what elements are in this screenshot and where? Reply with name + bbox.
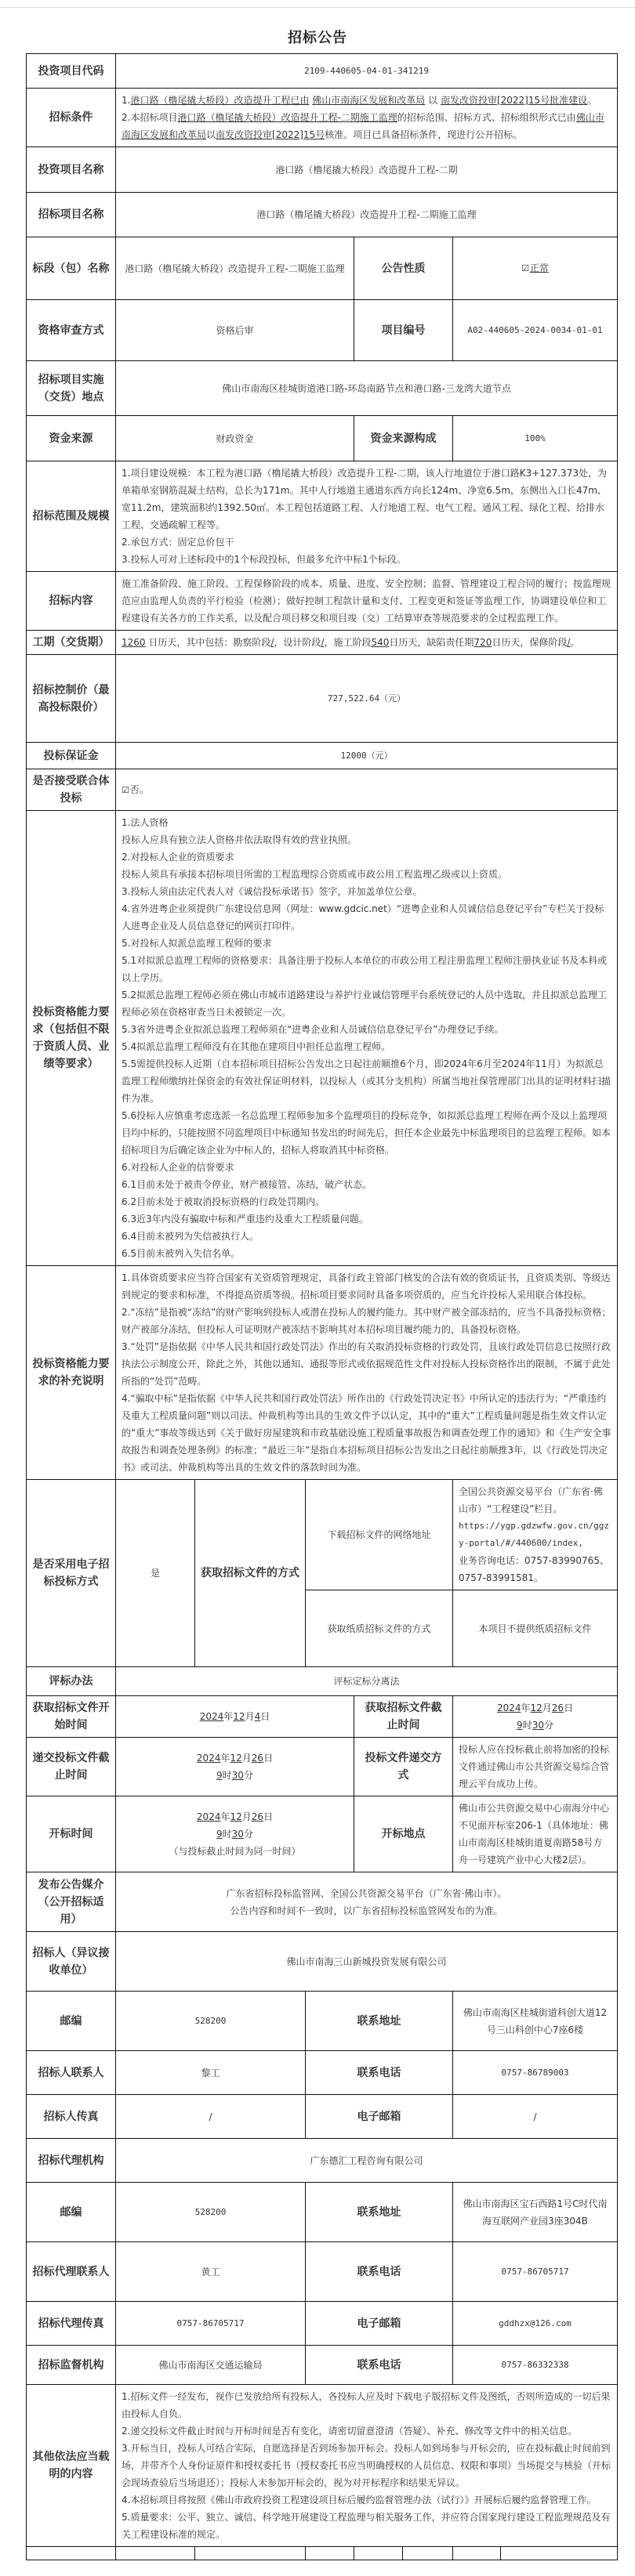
label-agency-email: 电子邮箱 (306, 2302, 453, 2346)
row-agency (27, 2139, 618, 2183)
label-project-code: 投资项目代码 (27, 54, 116, 89)
table-tail-row (27, 2547, 618, 2560)
date-month: 12 (233, 1711, 245, 1722)
row-control-price (27, 655, 618, 743)
requirement-line: 5.6投标人应慎重考虑选派一名总监理工程师参加多个监理项目的投标竞争，如拟派总监理工程师在两个及以上监理项目均中标的，只能按照不同监理项目中标通知书发出的时间先后，担任本企业最先中标监理项目的总监理工程师。如本招标项目为后确定该企业为中标人的，招标人将取消其中标资格。 (122, 1110, 611, 1156)
value-period (116, 631, 618, 655)
value-tenderer: 佛山市南海三山新城投资发展有限公司 (116, 1932, 618, 1992)
page-title: 招标公告 (288, 30, 347, 46)
time-minute: 30 (532, 1720, 544, 1731)
cond-line2-prefix: 2.本招标项目 (122, 112, 178, 123)
row-funding (27, 416, 618, 461)
value-agency-email: gddhzx@126.com (453, 2302, 618, 2346)
time-minute: 30 (231, 1770, 244, 1781)
others-line: 4.本招标项目将按照《佛山市政府投资工程建设项目标后履约监督管理办法（试行）》开展标后履约监督管理工作。 (122, 2495, 597, 2505)
tail-cell (403, 2547, 453, 2560)
label-section: 标段（包）名称 (27, 237, 116, 300)
value-investment-name: 港口路（橹尾撬大桥段）改造提升工程-二期 (116, 147, 618, 193)
checkbox-checked-icon: ☑ (521, 263, 529, 273)
value-consortium (116, 769, 618, 811)
value-content: 施工准备阶段、施工阶段、工程保修阶段的成本、质量、进度、安全控制；监督、管理建设工程合同的履行；按监理规范应由监理人负责的平行检验（检测）；做好控制工程款计量和支付、工程变更和签证等监理工作，协调建设单位和工程建设有关各方的工作关系，以及配合项目移交和项目竣（交）工结算审查等规范要求的全过程监理工作。 (116, 572, 618, 631)
tail-cell (27, 2547, 116, 2560)
row-supervisor (27, 2346, 618, 2385)
cond-line1-end: 。 (587, 95, 597, 106)
value-deposit: 12000（元） (116, 743, 618, 769)
row-content (27, 572, 618, 631)
value-agency-fax: 0757-86705717 (116, 2302, 306, 2346)
time-hour: 9 (216, 1770, 223, 1781)
label-tenderer: 招标人（异议接收单位） (27, 1932, 116, 1992)
row-tender-name (27, 193, 618, 237)
label-doc-end: 获取招标文件截止时间 (354, 1696, 453, 1738)
requirement-line: 6.对投标人企业的信誉要求 (122, 1162, 234, 1173)
label-consortium: 是否接受联合体投标 (27, 769, 116, 811)
period-text: 。 (570, 637, 580, 648)
date-year: 2024 (196, 1753, 221, 1764)
label-tender-name: 招标项目名称 (27, 193, 116, 237)
date-day: 26 (251, 1811, 264, 1822)
tail-cell (453, 2547, 501, 2560)
value-project-code: 2109-440605-04-01-341219 (116, 54, 618, 89)
cond-line1-prefix: 1. (122, 95, 131, 106)
tail-cell (195, 2547, 306, 2560)
supplement-line: 3.“处罚”是指依据《中华人民共和国行政处罚法》作出的有关取消投标资格的行政处罚，且该行政处罚信息已按照行政执法公示制度公开，除此之外，其他以通知、通报等形式或依据规范性文件对投标人投标资格作出的限制，不属于此处所指的“处罚”范畴。 (122, 1341, 611, 1387)
label-submit-method: 投标文件递交方式 (354, 1738, 453, 1796)
media-line: 公告内容和时间不一致时，以广东省招标投标监管网发布的为准。 (230, 1905, 503, 1916)
scope-line: 3.投标人可对上述标段中的1个标段投标，但最多允许中标1个标段。 (122, 554, 406, 565)
requirement-line: 6.3近3年内没有骗取中标和严重违约及重大工程质量问题。 (122, 1214, 368, 1225)
row-opening (27, 1796, 618, 1872)
requirement-line: 4.省外进粤企业须提供广东建设信息网（网址：www.gdcic.net）“进粤企业和人员诚信信息登记平台”专栏关于投标人进粤企业及人员信息登记的网页打印件。 (122, 903, 604, 932)
others-line: 3.开标当日，投标人可结合实际，自愿选择是否到场参加开标会。投标人如到场参与开标会的，应在投标截止时间前到场，并带齐个人身份证原件和授权委托书（授权委托书应当明确授权的人员信息、权限和事项）当场提交与核验（开标会现场查验后当场退还）；投标人未参加开标会的，视为对开标程序和结果无异议。 (122, 2443, 611, 2488)
tail-cell (116, 2547, 195, 2560)
value-scope (116, 461, 618, 572)
cond-line1-mid: 以 (425, 95, 441, 106)
label-tenderer-contact: 招标人联系人 (27, 2051, 116, 2095)
cond-line2-end: 核准。项目已具备招标条件，现进行公开招标。 (325, 129, 523, 140)
requirement-line: 6.1目前未处于被责令停业，财产被接管、冻结，破产状态。 (122, 1179, 372, 1190)
label-agency-contact: 招标代理联系人 (27, 2242, 116, 2302)
label-agency-phone: 联系电话 (306, 2242, 453, 2302)
value-agency-phone: 0757-86705717 (453, 2242, 618, 2302)
value-qualification: 资格后审 (116, 300, 354, 361)
row-electronic-download (27, 1480, 618, 1590)
cond-approval-doc-2: 南发改资投审[2022]15号 (216, 129, 325, 140)
requirement-line: 5.5需提供投标人近期（自本招标项目招标公告发出之日起往前顺推6个月，即2024年6月至2024年11月）为拟派总监理工程师缴纳社保资金的有效社保证明材料，以投标人（或其分支机构）所属当地社保管理部门出具的证明材料扫描件为准。 (122, 1058, 611, 1104)
cond-approver-2: 佛山市南海区发展和改革局 (122, 112, 604, 140)
value-section: 港口路（橹尾撬大桥段）改造提升工程-二期施工监理 (116, 237, 354, 300)
date-month: 12 (530, 1702, 542, 1713)
time-minute: 30 (231, 1829, 244, 1840)
row-agency-post (27, 2183, 618, 2242)
row-tenderer-fax (27, 2095, 618, 2139)
time-hour: 9 (216, 1829, 223, 1840)
row-others (27, 2385, 618, 2547)
date-month: 12 (230, 1811, 242, 1822)
time-hour: 9 (517, 1720, 523, 1731)
label-evaluation: 评标办法 (27, 1667, 116, 1696)
scope-line: 2.承包方式：固定总价包干 (122, 537, 234, 548)
top-divider (0, 0, 635, 8)
row-requirements (27, 811, 618, 1266)
label-opening-time: 开标时间 (27, 1796, 116, 1872)
scope-line: 1.项目建设规模：本工程为港口路（橹尾撬大桥段）改造提升工程-二期，该人行地道位于港口路K3+127.373处，为单箱单室钢筋混凝土结构，总长为171m。其中人行地道主通道东西方向长124m、净宽6.5m，东侧出入口长47m、宽11.2m，建筑面积约1392.50㎡。本工程包括道路工程、人行地道工程、电气工程、通风工程、绿化工程、给排水工程、交通疏解工程等。 (122, 468, 607, 530)
value-agency-postcode: 528200 (116, 2183, 306, 2242)
period-warranty: / (567, 637, 571, 648)
cond-line2-mid2: 以 (206, 129, 216, 140)
value-funding: 财政资金 (116, 416, 354, 461)
date-day: 4 (254, 1711, 261, 1722)
others-line: 5.质量要求：公平、独立、诚信、科学地开展建设工程监理与相关服务工作，并应符合国家现行建设工程监理规范及有关工程建设标准的规定。 (122, 2512, 611, 2540)
checkbox-checked-icon: ☑ (122, 784, 129, 795)
period-text: 日历天，其中包括：勘察阶段 (145, 637, 271, 648)
label-supplement: 投标资格能力要求的补充说明 (27, 1266, 116, 1480)
requirement-line: 5.对投标人拟派总监理工程师的要求 (122, 938, 272, 949)
period-total-days: 1260 (122, 637, 146, 648)
label-investment-name: 投资项目名称 (27, 147, 116, 193)
value-tenderer-postcode: 528200 (116, 1992, 306, 2051)
value-project-no: A02-440605-2024-0034-01-01 (453, 300, 618, 361)
label-submit-deadline: 递交投标文件截止时间 (27, 1738, 116, 1796)
value-agency-contact: 黄工 (116, 2242, 306, 2302)
label-notice-nature: 公告性质 (354, 237, 453, 300)
cond-project-link: 港口路（橹尾撬大桥段）改造提升工程已由 (130, 95, 310, 106)
label-tenderer-email: 电子邮箱 (306, 2095, 453, 2139)
requirement-line: 6.5目前未被列入失信名单。 (122, 1248, 241, 1259)
requirement-line: 5.1对拟派总监理工程师的资格要求：具备注册于投标人本单位的市政公用工程注册监理工程师注册执业证书及本科或以上学历。 (122, 955, 608, 983)
value-tender-name: 港口路（橹尾撬大桥段）改造提升工程-二期施工监理 (116, 193, 618, 237)
label-content: 招标内容 (27, 572, 116, 631)
date-year: 2024 (496, 1702, 521, 1713)
label-electronic: 是否采用电子招标投标方式 (27, 1480, 116, 1667)
label-funding: 资金来源 (27, 416, 116, 461)
value-tenderer-fax: / (116, 2095, 306, 2139)
row-period (27, 631, 618, 655)
supplement-line: 4.“骗取中标”是指依据《中华人民共和国行政处罚法》所作出的《行政处罚决定书》中所认定的违法行为；“严重违约及重大工程质量问题”则以司法、仲裁机构等出具的生效文件予以认定，其中的“重大”工程质量问题是指生效文件认定的“重大”事故等级达到《关于做好房屋建筑和市政基础设施工程质量事故报告和调查处理工作的通知》和《生产安全事故报告和调查处理条例》的标准；“最近三年”是指自本招标项目招标公告发出之日起往前顺推3年，以《行政处罚决定书》或司法、仲裁机构等出具的生效文件的落款时间为准。 (122, 1393, 611, 1473)
row-scope (27, 461, 618, 572)
label-doc-method: 获取招标文件的方式 (195, 1480, 306, 1667)
label-project-no: 项目编号 (354, 300, 453, 361)
label-agency-postcode: 邮编 (27, 2183, 116, 2242)
label-tenderer-phone: 联系电话 (306, 2051, 453, 2095)
row-consortium (27, 769, 618, 811)
download-platform: 全国公共资源交易平台（广东省·佛山市）“工程建设”栏目。 (459, 1486, 603, 1514)
value-download-address (453, 1480, 618, 1590)
supplement-line: 2.“冻结”是指被“冻结”的财产影响到投标人或潜在投标人的履约能力。其中财产被全部冻结的，应当不具备投标资格；财产被部分冻结，但投标人可证明财产被冻结不影响其对本招标项目履约能力的，具备投标资格。 (122, 1307, 611, 1335)
value-requirements (116, 811, 618, 1266)
value-tenderer-contact: 黎工 (116, 2051, 306, 2095)
notice-nature-text: 正常 (529, 262, 549, 273)
value-agency-address: 佛山市南海区宝石西路1号C时代南海互联网产业园3座304B (453, 2183, 618, 2242)
label-deposit: 投标保证金 (27, 743, 116, 769)
value-funding-composition: 100% (453, 416, 618, 461)
requirement-line: 5.2拟派总监理工程师必须在佛山市城市道路建设与养护行业诚信管理平台系统登记的人员中选取，并且拟派总监理工程师必须在资格审查当日未被锁定一次。 (122, 990, 608, 1018)
others-line: 2.递交投标文件截止时间与开标时间是否有变化，请密切留意澄清（答疑）、补充、修改等文件中的相关信息。 (122, 2426, 578, 2437)
value-supervisor-phone: 0757-86332338 (453, 2346, 618, 2385)
requirement-line: 投标人须具有承接本招标项目所需的工程监理综合资质或市政公用工程监理乙级或以上资质。 (122, 869, 508, 880)
label-qualification: 资格审查方式 (27, 300, 116, 361)
row-conditions (27, 89, 618, 147)
date-year: 2024 (199, 1711, 224, 1722)
period-defect: 720 (474, 637, 492, 648)
value-evaluation: 评标定标分离法 (116, 1667, 618, 1696)
supplement-line: 1.具体资质要求应当符合国家有关资质管理规定，具备行政主管部门核发的合法有效的资质证书，且资质类别、等级达到规定的要求和标准，不得提高资质等级。招标项目要求同时具备多项资质的，应当允许投标人采用联合体投标。 (122, 1272, 611, 1301)
label-download-address: 下载招标文件的网络地址 (306, 1480, 453, 1590)
period-text: ，施工阶段 (324, 637, 372, 648)
row-deposit (27, 743, 618, 769)
label-funding-composition: 资金来源构成 (354, 416, 453, 461)
requirement-line: 5.4拟派总监理工程师没有在其他在建项目中担任总监理工程师。 (122, 1041, 391, 1052)
value-electronic: 是 (116, 1480, 195, 1667)
row-location (27, 361, 618, 416)
row-doc-times (27, 1696, 618, 1738)
period-text: ，设计阶段 (274, 637, 321, 648)
tail-cell (501, 2547, 618, 2560)
label-tenderer-address: 联系地址 (306, 1992, 453, 2051)
requirement-line: 6.4目前未被列为失信被执行人。 (122, 1231, 259, 1242)
tail-cell (354, 2547, 403, 2560)
label-supervisor-phone: 联系电话 (306, 2346, 453, 2385)
value-media (116, 1872, 618, 1932)
label-requirements: 投标资格能力要求（包括但不限于资质人员、业绩等要求） (27, 811, 116, 1266)
row-section (27, 237, 618, 300)
consortium-text: 否。 (129, 783, 149, 795)
cond-tender-project: 港口路（橹尾撬大桥段）改造提升工程-二期施工监理 (177, 112, 397, 123)
row-supplement (27, 1266, 618, 1480)
tender-notice-page (0, 27, 635, 2576)
value-opening-place: 佛山市公共资源交易中心南海分中心不见面开标室206-1（具体地址：佛山市南海区桂城街道夏南路58号方舟一号建筑产业中心大楼2层）。 (453, 1796, 618, 1872)
download-phone: 业务咨询电话：0757-83990765、0757-83991581。 (459, 1555, 609, 1583)
label-agency-fax: 招标代理传真 (27, 2302, 116, 2346)
value-tenderer-phone: 0757-86789003 (453, 2051, 618, 2095)
label-opening-place: 开标地点 (354, 1796, 453, 1872)
period-survey: / (270, 637, 274, 648)
period-construction: 540 (371, 637, 390, 648)
requirement-line: 1.法人资格 (122, 817, 169, 828)
requirement-line: 2.对投标人企业的资质要求 (122, 852, 234, 863)
date-year: 2024 (196, 1811, 221, 1822)
row-evaluation (27, 1667, 618, 1696)
row-media (27, 1872, 618, 1932)
requirement-line: 5.3省外进粤企业拟派总监理工程师须在“进粤企业和人员诚信信息登记平台”办理登记手续。 (122, 1024, 504, 1035)
value-doc-end: 2024年12月26日 9时30分 (453, 1696, 618, 1738)
label-control-price: 招标控制价（最高投标限价） (27, 655, 116, 743)
value-doc-start: 2024年12月4日 (116, 1696, 354, 1738)
label-tenderer-postcode: 邮编 (27, 1992, 116, 2051)
value-conditions (116, 89, 618, 147)
value-paper-method: 本项目不提供纸质招标文件 (453, 1590, 618, 1667)
label-scope: 招标范围及规模 (27, 461, 116, 572)
date-month: 12 (230, 1753, 242, 1764)
period-text: 日历天，保修阶段 (492, 637, 568, 648)
value-tenderer-address: 佛山市南海区桂城街道科创大道12号三山科创中心7座6楼 (453, 1992, 618, 2051)
label-media: 发布公告媒介（公开招标适用） (27, 1872, 116, 1932)
label-paper-method: 获取纸质招标文件的方式 (306, 1590, 453, 1667)
label-doc-start: 获取招标文件开始时间 (27, 1696, 116, 1738)
value-supervisor: 佛山市南海区交通运输局 (116, 2346, 306, 2385)
value-location: 佛山市南海区桂城街道港口路-环岛南路节点和港口路-三龙湾大道节点 (116, 361, 618, 416)
media-line: 广东省招标投标监管网、全国公共资源交易平台（广东省·佛山市）。 (226, 1887, 507, 1899)
opening-note: （与投标截止时间为同一时间） (169, 1846, 301, 1857)
value-opening-time: 2024年12月26日 9时30分 （与投标截止时间为同一时间） (116, 1796, 354, 1872)
value-others (116, 2385, 618, 2547)
row-tenderer-post (27, 1992, 618, 2051)
label-agency-address: 联系地址 (306, 2183, 453, 2242)
value-supplement (116, 1266, 618, 1480)
row-project-code (27, 54, 618, 89)
label-tenderer-fax: 招标人传真 (27, 2095, 116, 2139)
row-agency-fax (27, 2302, 618, 2346)
requirement-line: 6.2目前未处于被取消投标资格的行政处罚期内。 (122, 1196, 325, 1207)
label-location: 招标项目实施（交货）地点 (27, 361, 116, 416)
label-others: 其他依法应当载明的内容 (27, 2385, 116, 2547)
requirement-line: 3.投标人须由法定代表人对《诚信投标承诺书》签字，并加盖单位公章。 (122, 886, 423, 897)
value-submit-deadline: 2024年12月26日 9时30分 (116, 1738, 354, 1796)
value-notice-nature (453, 237, 618, 300)
label-agency: 招标代理机构 (27, 2139, 116, 2183)
label-period: 工期（交货期） (27, 631, 116, 655)
value-submit-method: 投标人应在投标截止前将加密的投标文件通过佛山市公共资源交易综合管理云平台成功上传。 (453, 1738, 618, 1796)
tender-notice-table (26, 53, 618, 2560)
date-day: 26 (251, 1753, 264, 1764)
date-day: 26 (551, 1702, 564, 1713)
cond-approver: 佛山市南海区发展和改革局 (312, 95, 426, 106)
row-investment-name (27, 147, 618, 193)
value-control-price: 727,522.64（元） (116, 655, 618, 743)
others-line: 1.招标文件一经发布，视作已发放给所有投标人，各投标人应及时下载电子版招标文件及图纸，否则所造成的一切后果由投标人自负。 (122, 2391, 611, 2419)
label-conditions: 招标条件 (27, 89, 116, 147)
row-qualification (27, 300, 618, 361)
row-submit (27, 1738, 618, 1796)
row-agency-contact (27, 2242, 618, 2302)
tail-cell (306, 2547, 354, 2560)
value-tenderer-email: / (453, 2095, 618, 2139)
row-tenderer-contact (27, 2051, 618, 2095)
requirement-line: 投标人应具有独立法人资格并依法取得有效的营业执照。 (122, 834, 357, 845)
cond-line2-mid1: 的招标范围、招标方式、招标组织形式已由 (397, 112, 576, 123)
download-url-link[interactable]: https://ygp.gdzwfw.gov.cn/ggzy-portal/#/440600/index, (459, 1521, 610, 1548)
period-design: / (321, 637, 325, 648)
value-agency: 广东德汇工程咨询有限公司 (116, 2139, 618, 2183)
row-tenderer (27, 1932, 618, 1992)
label-supervisor: 招标监督机构 (27, 2346, 116, 2385)
cond-approval-doc: 南发改资投审[2022]15号批准建设 (440, 95, 588, 106)
period-text: 日历天，缺陷责任期 (389, 637, 474, 648)
